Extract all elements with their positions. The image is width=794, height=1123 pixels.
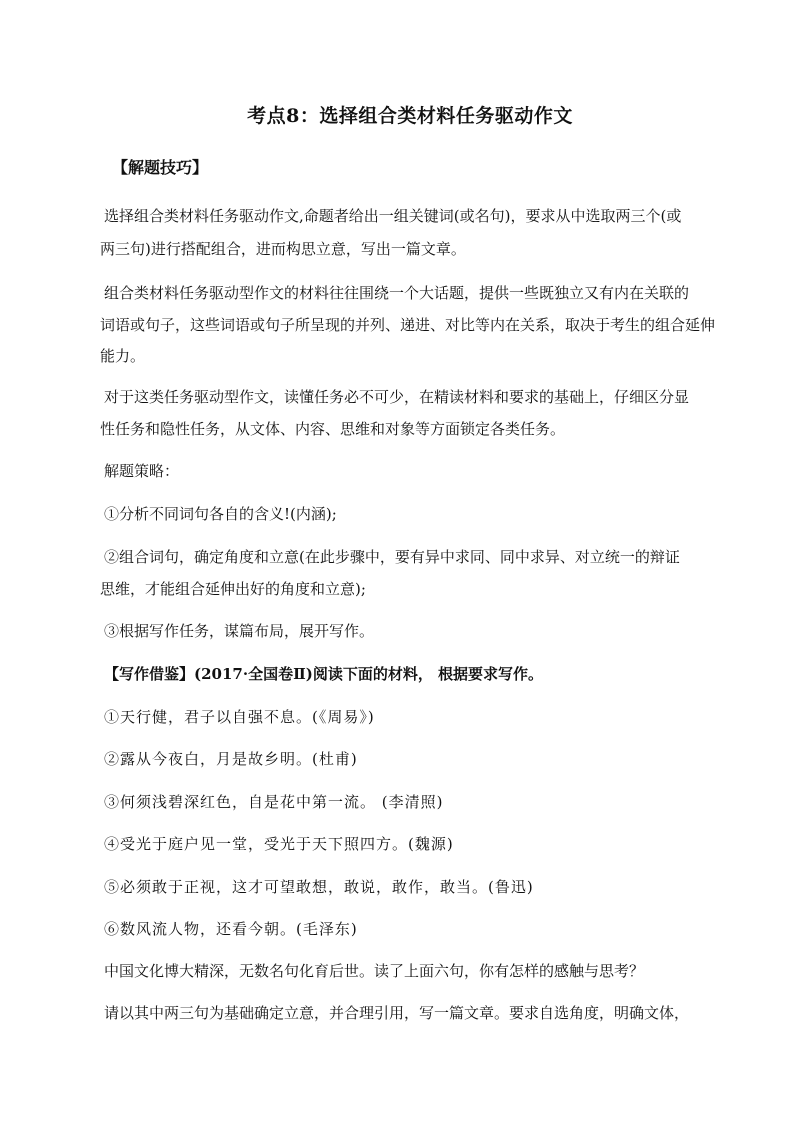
- quote-1: ①天行健，君子以自强不息。(《周易》): [104, 708, 375, 726]
- paragraph-2-line-3: 能力。: [100, 347, 146, 365]
- strategy-item-2-line-2: 思维，才能组合延伸出好的角度和立意);: [100, 580, 366, 598]
- closing-line-2: 请以其中两三句为基础确定立意，并合理引用，写一篇文章。要求自选角度，明确文体，: [104, 1004, 690, 1022]
- quote-4: ④受光于庭户见一堂，受光于天下照四方。(魏源): [104, 835, 454, 853]
- paragraph-2-line-2: 词语或句子，这些词语或句子所呈现的并列、递进、对比等内在关系，取决于考生的组合延伸: [100, 316, 716, 334]
- quote-3: ③何须浅碧深红色，自是花中第一流。 (李清照): [104, 793, 444, 811]
- quote-6: ⑥数风流人物，还看今朝。(毛泽东): [104, 920, 358, 938]
- paragraph-3-line-2: 性任务和隐性任务，从文体、内容、思维和对象等方面锁定各类任务。: [100, 420, 566, 438]
- quote-2: ②露从今夜白，月是故乡明。(杜甫): [104, 750, 358, 768]
- strategy-label: 解题策略：: [104, 462, 180, 480]
- paragraph-1-line-2: 两三句)进行搭配组合，进而构思立意，写出一篇文章。: [100, 240, 466, 258]
- paragraph-1-line-1: 选择组合类材料任务驱动作文,命题者给出一组关键词(或名句)，要求从中选取两三个(或: [104, 207, 682, 225]
- section-heading-tips: 【解题技巧】: [112, 158, 209, 177]
- example-heading: [104, 663, 724, 685]
- strategy-item-1: ①分析不同词句各自的含义!(内涵);: [104, 505, 337, 523]
- page-title: 考点8：选择组合类材料任务驱动作文: [247, 105, 573, 127]
- quote-5: ⑤必须敢于正视，这才可望敢想，敢说，敢作，敢当。(鲁迅): [104, 878, 534, 896]
- closing-line-1: 中国文化博大精深，无数名句化育后世。读了上面六句，你有怎样的感触与思考？: [104, 962, 645, 980]
- strategy-item-3: ③根据写作任务，谋篇布局，展开写作。: [104, 622, 375, 640]
- example-heading-text: (2017·全国卷Ⅱ)阅读下面的材料， 根据要求写作。: [194, 665, 544, 683]
- example-heading-bracket: 【写作借鉴】: [104, 665, 195, 683]
- paragraph-2-line-1: 组合类材料任务驱动型作文的材料往往围绕一个大话题，提供一些既独立又有内在关联的: [104, 284, 690, 302]
- paragraph-3-line-1: 对于这类任务驱动型作文，读懂任务必不可少，在精读材料和要求的基础上，仔细区分显: [104, 388, 690, 406]
- strategy-item-2-line-1: ②组合词句，确定角度和立意(在此步骤中，要有异中求同、同中求异、对立统一的辩证: [104, 548, 680, 566]
